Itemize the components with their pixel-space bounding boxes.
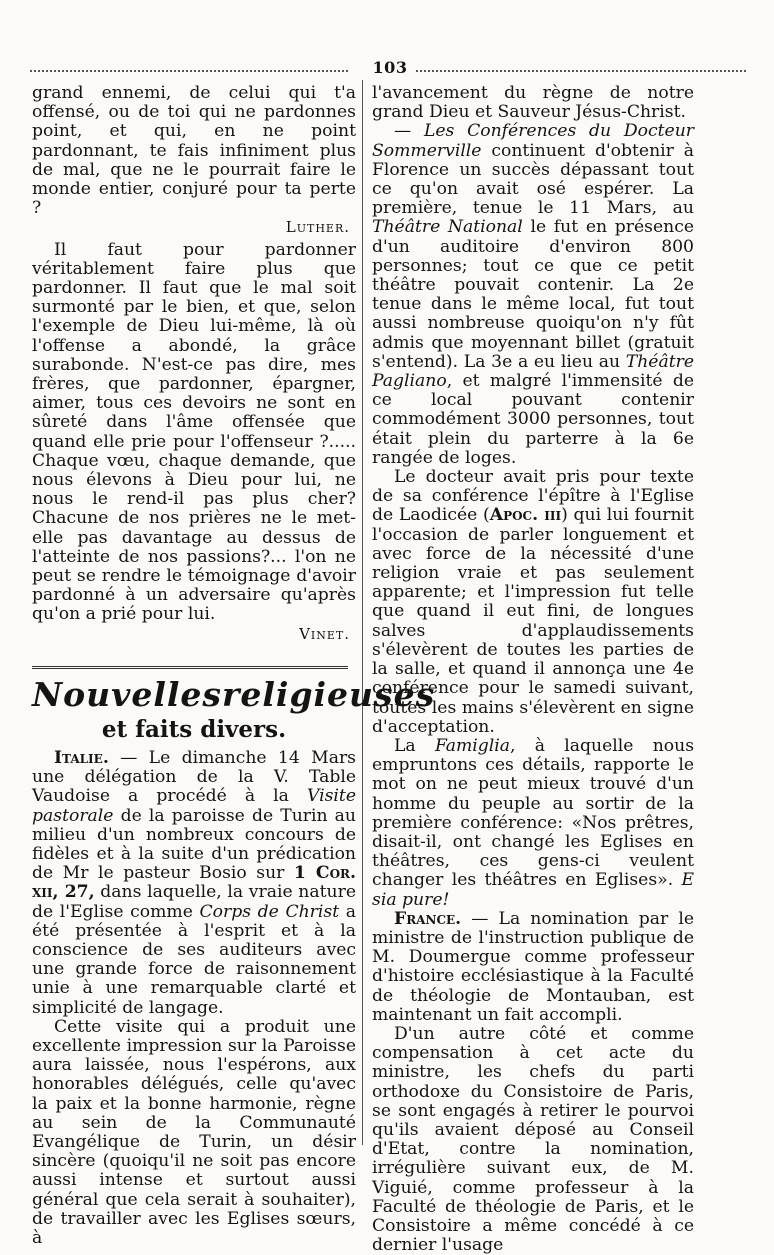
page-number: 103	[372, 58, 408, 77]
france-text: — La nomination par le ministre de l'instruction publique de M. Doumergue comme professeur d'histoire ecclésiastique à la Faculté de théologie de Montauban, est maintenant un fait accompli.	[372, 908, 694, 1025]
section-title-word2: religieuses	[221, 674, 436, 714]
continuation-paragraph: l'avancement du règne de notre grand Dieu et Sauveur Jésus-Christ.	[372, 83, 694, 123]
laodicee-text-a: Le docteur avait pris pour texte de sa conférence l'épître à l'Eglise de Laodicée (	[372, 467, 694, 526]
header-ornament-left	[30, 66, 348, 72]
section-subtitle: et faits divers.	[101, 715, 287, 743]
column-rule	[362, 80, 363, 1145]
bible-ref-cor: 1 Cor. xii, 27,	[32, 863, 356, 903]
italie-label: Italie.	[54, 747, 109, 768]
consistoire-paragraph: D'un autre côté et comme compensation à cet acte du ministre, les chefs du parti orthodoxe du Consistoire de Paris, se sont engagés à retirer le pourvoi qu'ils avaient déposé au Conseil d'Etat, contre la nomination, irrégulière suivant eux, de M. Viguié, comme professeur à la Faculté de théologie de Paris, et le Consistoire a même concédé à ce dernier l'usage	[372, 1023, 694, 1255]
famiglia-paragraph	[372, 737, 694, 910]
vinet-quote: Il faut pour pardonner véritablement faire plus que pardonner. Il faut que le mal soit surmonté par le bien, et que, selon l'exemple de Dieu lui-même, là où l'offense a abondé, la grâce surabonde. N'est-ce pas dire, mes frères, que pardonner, épargner, aimer, tous ces devoirs ne sont en sûreté dans l'âme offensée que quand elle prie pour l'offenseur ?..... Chaque vœu, chaque demande, que nous élevons à Dieu pour lui, ne nous le rend-il pas plus cher? Chacune de nos prières ne le met-elle pas davantage au dessus de l'atteinte de nos passions?... l'on ne peut se rendre le témoignage d'avoir pardonné à un adversaire qu'après qu'on a prié pour lui.	[32, 239, 356, 625]
italie-text-b: de la paroisse de Turin au milieu d'un nombreux concours de fidèles et à la suite d'un prédication de Mr le pasteur Bosio sur	[32, 805, 356, 884]
sommerville-text-b: le fut en présence d'un auditoire d'environ 800 personnes; tout ce que ce petit théâtre pouvait contenir. La 2e tenue dans le même local, fut tout aussi nombreuse quoiqu'on n'y fût admis que moyennant billet (gratuit s'entend). La 3e a eu lieu au	[372, 217, 694, 372]
luther-quote: grand ennemi, de celui qui t'a offensé, ou de toi qui ne pardonnes point, et qui, en ne point pardonnant, te fais infiniment plus de mal, que ne le pourrait faire le monde entier, conjuré pour ta perte ?	[32, 83, 356, 219]
famiglia-name: Famiglia	[434, 735, 510, 756]
corps-de-christ: Corps de Christ	[199, 901, 340, 922]
luther-signature: Luther.	[285, 218, 350, 237]
italie-text-d: a été présentée à l'esprit et à la conscience de ses auditeurs avec une grande force de raisonnement unie à une remarquable clarté et simplicité de langage.	[32, 901, 356, 1018]
sommerville-text-a: continuent d'obtenir à Florence un succès dépassant tout ce qu'on avait osé espérer. La première, tenue le 11 Mars, au	[372, 140, 694, 219]
famiglia-text-b: , à laquelle nous empruntons ces détails, rapporte le mot on ne peut mieux trouvé d'un homme du peuple au sortir de la première conférence: «Nos prêtres, disait-il, ont changé les Eglises en théâtres, ces gens-ci veulent changer les théâtres en Eglises».	[372, 735, 695, 891]
famiglia-text-a: La	[394, 735, 435, 756]
visite-pastorale: Visite pastorale	[32, 786, 356, 826]
theatre-pagliano: Théâtre Pagliano	[372, 351, 694, 392]
italie-paragraph	[32, 749, 356, 1018]
france-label: France.	[394, 908, 462, 929]
laodicee-paragraph	[372, 468, 694, 737]
italie-paragraph-2: Cette visite qui a produit une excellente impression sur la Paroisse aura laissée, nous l'espérons, aux honorables délégués, celle qu'avec la paix et la bonne harmonie, règne au sein de la Communauté Evangélique de Turin, un désir sincère (quoiqu'il ne soit pas encore aussi intense et surtout aussi général que cela serait à souhaiter), de travailler avec les Eglises sœurs, à	[32, 1016, 356, 1248]
vinet-signature: Vinet.	[299, 624, 350, 643]
laodicee-text-b: ) qui lui fournit l'occasion de parler longuement et avec force de la nécessité d'une religion vraie et pas seulement apparente; et l'impression fut telle que quand il eut fini, de longues salves d'applaudissements s'élevèrent de toutes les parties de la salle, et quand il annonça une 4e conférence pour le samedi suivant, toutes les mains s'élevèrent en signe d'acceptation.	[372, 505, 695, 737]
theatre-national: Théâtre National	[372, 217, 523, 238]
section-title	[32, 671, 436, 715]
france-paragraph	[372, 910, 694, 1025]
page-header	[30, 58, 746, 78]
italie-text-c: dans laquelle, la vraie nature de l'Eglise comme	[32, 882, 356, 922]
section-divider	[32, 666, 348, 669]
conferences-title: — Les Conférences du Docteur Sommerville	[372, 121, 694, 161]
sia-pure: E sia pure!	[372, 870, 694, 910]
section-title-word1: Nouvelles	[32, 674, 222, 714]
header-ornament-right	[416, 66, 746, 72]
italie-text-a: — Le dimanche 14 Mars une délégation de la V. Table Vaudoise a procédé à la	[32, 747, 356, 807]
sommerville-text-c: , et malgré l'immensité de ce local pouvant contenir commodément 3000 personnes, tout était plein du parterre à la 6e rangée de loges.	[372, 371, 694, 468]
sommerville-paragraph	[372, 122, 694, 468]
bible-ref-apoc: Apoc. iii	[489, 505, 562, 526]
right-column	[372, 84, 694, 1255]
